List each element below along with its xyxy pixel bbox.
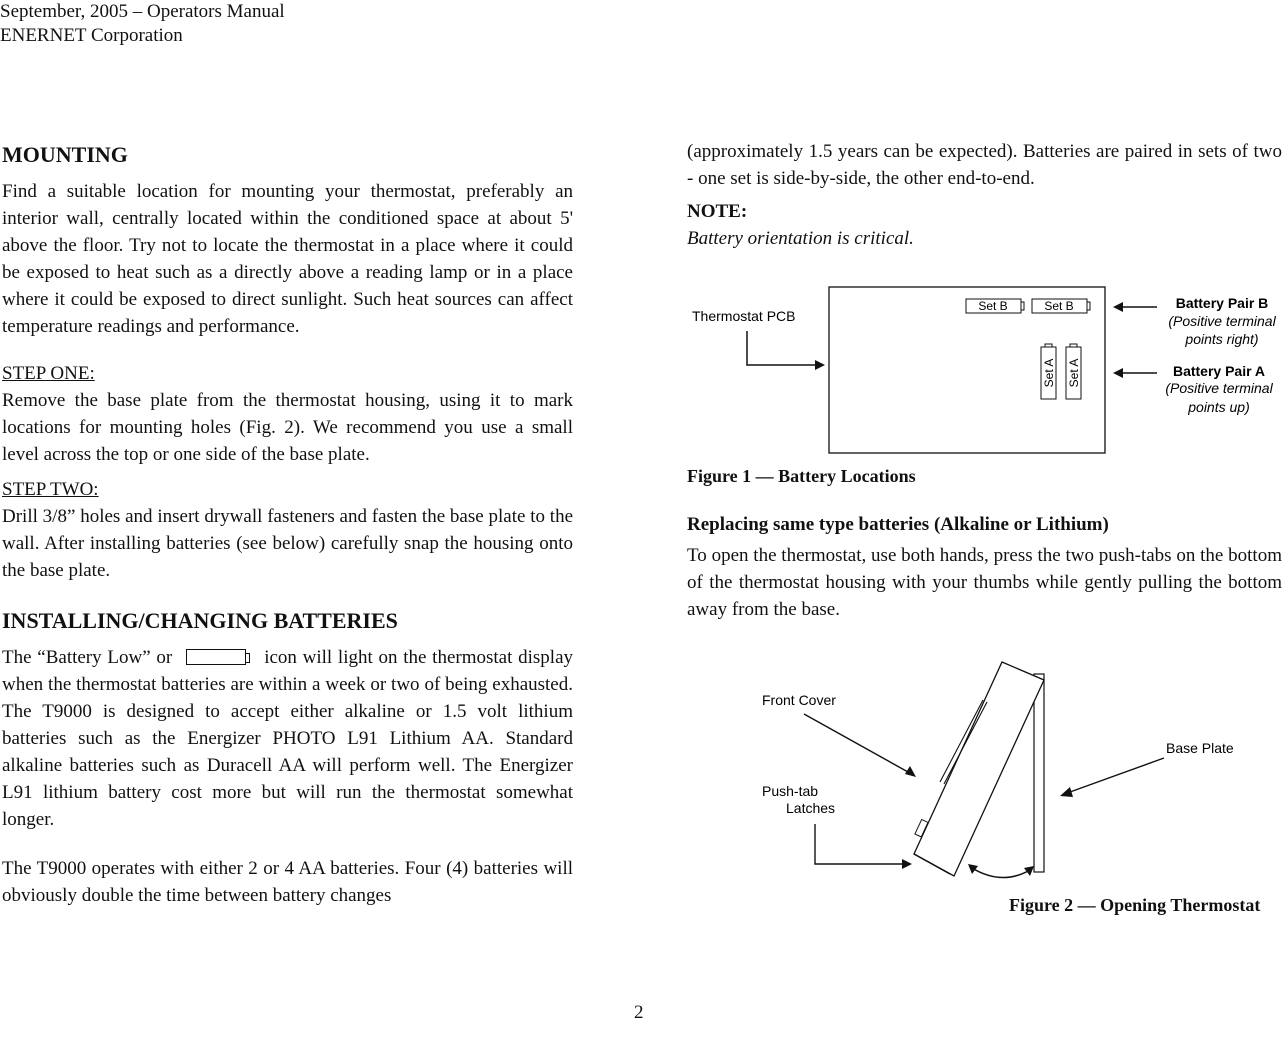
replace-paragraph: To open the thermostat, use both hands, press the two push-tabs on the bottom of the thermostat housing with your thumbs while gently pulling the bottom away from the base. <box>687 545 1282 620</box>
base-plate-shape <box>1034 674 1044 872</box>
header-line-1: September, 2005 – Operators Manual <box>0 1 285 22</box>
push-tab-arrow-line <box>815 824 905 864</box>
mounting-heading: MOUNTING <box>2 142 128 167</box>
front-cover-arrow-head <box>905 766 916 777</box>
replace-section <box>687 511 1282 623</box>
opening-arc <box>972 868 1030 878</box>
step-one-paragraph: Remove the base plate from the thermostat housing, using it to mark locations for mounting holes (Fig. 2). We recommend you use a small level across the top or one side of the base plate. <box>2 390 573 465</box>
battery-set-b-1-terminal <box>1021 302 1024 310</box>
pair-b-title: Battery Pair B <box>1175 295 1269 311</box>
battery-set-a-1-terminal <box>1045 344 1052 347</box>
pair-a-arrow-head <box>1113 368 1123 378</box>
push-tab-arrow-head <box>902 859 912 869</box>
right-column <box>687 138 1282 252</box>
batteries-heading: INSTALLING/CHANGING BATTERIES <box>2 608 398 633</box>
battery-low-icon <box>186 649 246 665</box>
step-one-label: STEP ONE: <box>2 363 95 384</box>
front-cover-label: Front Cover <box>762 692 836 708</box>
step-two-paragraph: Drill 3/8” holes and insert drywall fasteners and fasten the base plate to the wall. After installing batteries (see below) carefully snap the housing onto the base plate. <box>2 506 573 581</box>
battery-set-b-2-terminal <box>1087 302 1090 310</box>
pair-a-title: Battery Pair A <box>1172 363 1266 379</box>
pcb-label: Thermostat PCB <box>692 308 796 324</box>
step-two-label: STEP TWO: <box>2 479 99 500</box>
base-plate-arrow-head <box>1060 787 1073 797</box>
figure-2-opening-thermostat <box>740 650 1260 895</box>
base-plate-label: Base Plate <box>1166 740 1234 756</box>
pair-b-arrow-head <box>1113 302 1123 312</box>
pair-a-sub-2: points up) <box>1188 399 1250 415</box>
pcb-arrow-line <box>747 331 819 365</box>
pair-b-sub-2: points right) <box>1185 331 1259 347</box>
batteries-paragraph-2: The T9000 operates with either 2 or 4 AA batteries. Four (4) batteries will obviously double the time between battery changes <box>2 858 573 906</box>
pair-b-sub-1: (Positive terminal <box>1168 313 1276 329</box>
pair-a-sub-1: (Positive terminal <box>1165 380 1273 396</box>
push-tab-label-2: Latches <box>786 800 836 816</box>
figure-1-battery-locations <box>687 285 1283 465</box>
front-cover-shape <box>914 662 1044 876</box>
set-b-label-1: Set B <box>978 299 1008 313</box>
header-line-2: ENERNET Corporation <box>0 25 183 46</box>
continued-paragraph: (approximately 1.5 years can be expected). Batteries are paired in sets of two - one set is side-by-side, the other end-to-end. <box>687 141 1282 189</box>
pcb-arrow-head <box>815 360 825 370</box>
mounting-paragraph: Find a suitable location for mounting your thermostat, preferably an interior wall, centrally located within the conditioned space at about 5' above the floor. Try not to locate the thermostat in a place where it could be exposed to heat such as a directly above a reading lamp or in a place where it could be exposed to direct sunlight. Such heat sources can affect temperature readings and performance. <box>2 181 573 337</box>
set-a-label-1: Set A <box>1042 358 1056 388</box>
figure-1-caption: Figure 1 — Battery Locations <box>687 466 916 486</box>
figure-2-caption: Figure 2 — Opening Thermostat <box>1009 895 1261 915</box>
batteries-paragraph <box>2 644 573 833</box>
push-tab-label-1: Push-tab <box>762 783 819 799</box>
battery-set-a-2-terminal <box>1070 344 1077 347</box>
note-text: Battery orientation is critical. <box>687 228 914 249</box>
page-number: 2 <box>634 1002 644 1023</box>
note-label: NOTE: <box>687 201 748 222</box>
page-header <box>0 0 285 48</box>
batteries-text-rest: icon will light on the thermostat display when the thermostat batteries are within a week or two of being exhausted. The T9000 is designed to accept either alkaline or 1.5 volt lithium batteries such as the Energizer PHOTO L91 Lithium AA. Standard alkaline batteries such as Duracell AA will perform well. The Energizer L91 lithium battery cost more but will run the thermostat somewhat longer. <box>2 647 573 830</box>
batteries-text-start: The “Battery Low” or <box>2 647 173 668</box>
set-a-label-2: Set A <box>1067 358 1081 388</box>
replace-heading: Replacing same type batteries (Alkaline or Lithium) <box>687 514 1109 535</box>
left-column <box>2 140 573 909</box>
set-b-label-2: Set B <box>1044 299 1074 313</box>
